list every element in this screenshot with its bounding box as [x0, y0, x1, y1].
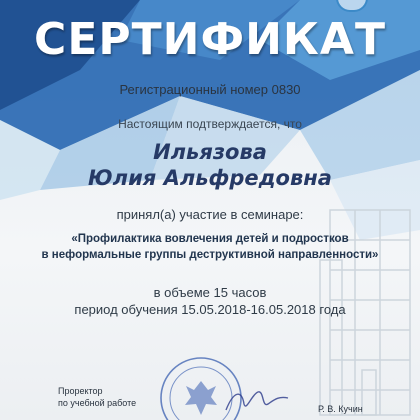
confirmation-text: Настоящим подтверждается, что [118, 117, 302, 131]
signer-position [58, 385, 136, 409]
registration-number: Регистрационный номер 0830 [119, 82, 301, 97]
signer-name: Р. В. Кучин [318, 404, 363, 414]
participation-text: принял(а) участие в семинаре: [116, 207, 304, 222]
recipient-given-names: Юлия Альфредовна [88, 166, 332, 190]
recipient-surname: Ильязова [153, 140, 267, 164]
signer-position-line-1: Проректор [58, 386, 103, 396]
certificate-title: СЕРТИФИКАТ [34, 14, 386, 65]
signer-position-line-2: по учебной работе [58, 398, 137, 408]
course-volume: в объеме 15 часов [153, 285, 267, 300]
signature-icon [222, 382, 292, 418]
seminar-title-line-1: «Профилактика вовлечения детей и подростков [71, 233, 349, 245]
study-period: период обучения 15.05.2018-16.05.2018 года [74, 302, 346, 317]
seminar-title-line-2: в неформальные группы деструктивной направленности» [41, 249, 379, 261]
